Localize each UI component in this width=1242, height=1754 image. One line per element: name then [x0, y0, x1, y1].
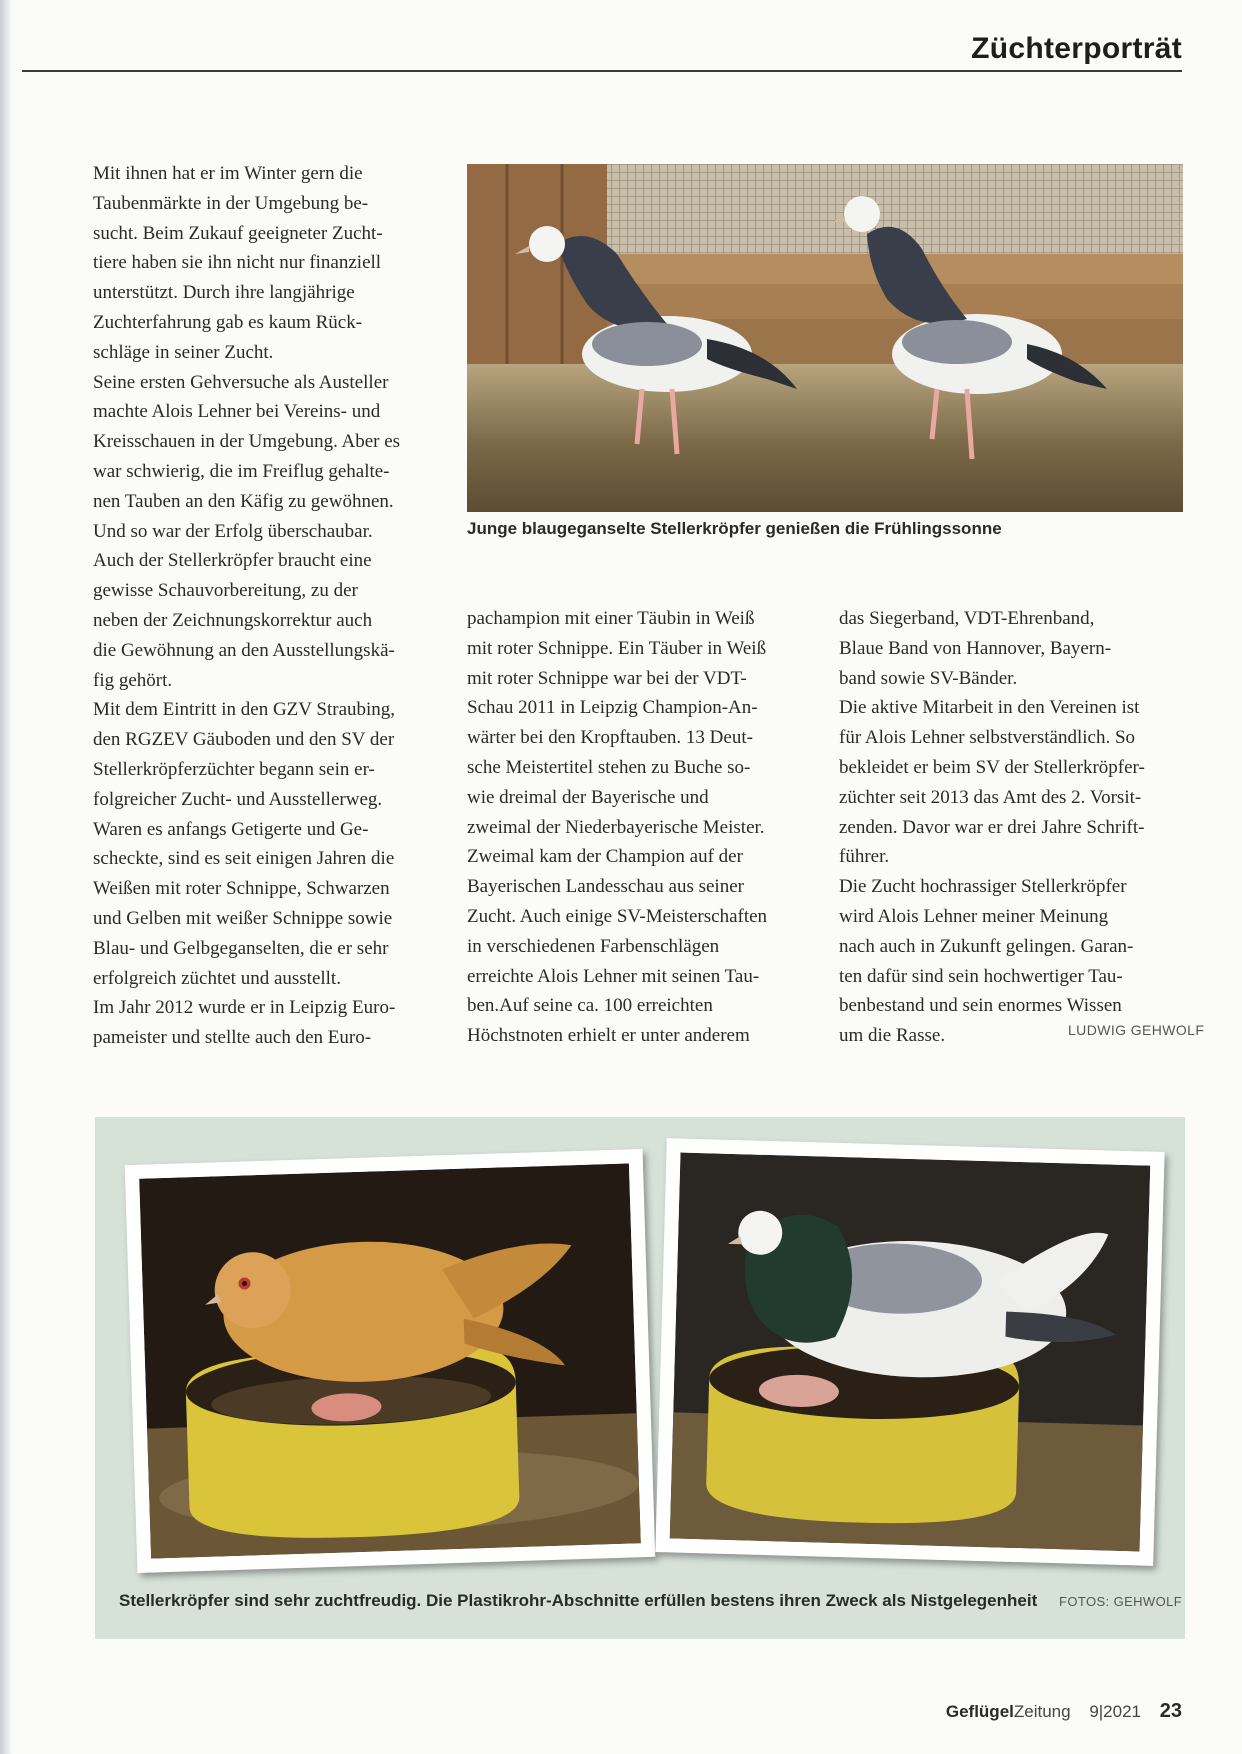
- text-line: in verschiedenen Farbenschlägen: [467, 935, 720, 957]
- text-line: Stellerkröpferzüchter begann sein er-: [93, 758, 375, 780]
- text-line: Taubenmärkte in der Umgebung be-: [93, 192, 369, 214]
- text-line: Zucht. Auch einige SV-Meisterschaften: [467, 905, 768, 927]
- text-line: bekleidet er beim SV der Stellerkröpfer-: [839, 756, 1145, 778]
- text-line: Kreisschauen in der Umgebung. Aber es: [93, 431, 401, 453]
- text-line: zenden. Davor war er drei Jahre Schrift-: [839, 816, 1145, 838]
- text-line: Schau 2011 in Leipzig Champion-An-: [467, 697, 758, 719]
- text-line: und Gelben mit weißer Schnippe sowie: [93, 907, 393, 929]
- text-line: Und so war der Erfolg überschaubar.: [93, 520, 373, 542]
- photo-credit: FOTOS: GEHWOLF: [1059, 1594, 1183, 1609]
- text-line: nach auch in Zukunft gelingen. Garan-: [839, 935, 1134, 957]
- text-line: benbestand und sein enormes Wissen: [839, 995, 1122, 1017]
- photo-yellow-pigeon-nest: [125, 1149, 656, 1573]
- text-line: Auch der Stellerkröpfer braucht eine: [93, 550, 372, 572]
- text-line: mit roter Schnippe war bei der VDT-: [467, 667, 747, 689]
- text-line: das Siegerband, VDT-Ehrenband,: [839, 608, 1095, 629]
- text-line: ben.Auf seine ca. 100 erreichten: [467, 995, 713, 1017]
- text-line: züchter seit 2013 das Amt des 2. Vorsit-: [839, 786, 1142, 808]
- text-line: ten dafür sind sein hochwertiger Tau-: [839, 965, 1123, 987]
- text-line: pachampion mit einer Täubin in Weiß: [467, 608, 755, 629]
- photo-caption-top: Junge blaugeganselte Stellerkröpfer genießen die Frühlingssonne: [467, 519, 1002, 538]
- magazine-name-light: Zeitung: [1013, 1702, 1071, 1721]
- section-title: Züchterporträt: [971, 32, 1182, 65]
- text-line: Die Zucht hochrassiger Stellerkröpfer: [839, 876, 1127, 898]
- article-column-3: [839, 604, 1189, 1051]
- text-line: fig gehört.: [93, 669, 173, 691]
- text-line: Zweimal kam der Champion auf der: [467, 846, 743, 868]
- photo-blue-pigeon-nest: [655, 1138, 1164, 1566]
- text-line: Im Jahr 2012 wurde er in Leipzig Euro-: [93, 997, 396, 1019]
- text-line: Mit dem Eintritt in den GZV Straubing,: [93, 699, 396, 721]
- photo-panel-bottom: [95, 1117, 1185, 1639]
- text-line: schläge in seiner Zucht.: [93, 341, 274, 363]
- text-line: mit roter Schnippe. Ein Täuber in Weiß: [467, 637, 767, 659]
- text-line: Waren es anfangs Getigerte und Ge-: [93, 818, 369, 840]
- text-line: erfolgreich züchtet und ausstellt.: [93, 967, 341, 989]
- text-line: wie dreimal der Bayerische und: [467, 786, 709, 808]
- text-line: war schwierig, die im Freiflug gehalte-: [93, 460, 390, 482]
- text-line: gewisse Schauvorbereitung, zu der: [93, 580, 358, 602]
- text-line: zweimal der Niederbayerische Meister.: [467, 816, 765, 838]
- text-line: unterstützt. Durch ihre langjährige: [93, 282, 355, 304]
- page-number: 23: [1159, 1700, 1182, 1722]
- text-line: scheckte, sind es seit einigen Jahren die: [93, 848, 395, 870]
- header-rule: [22, 70, 1182, 72]
- text-line: Höchstnoten erhielt er unter anderem: [467, 1025, 750, 1047]
- text-line: Blaue Band von Hannover, Bayern-: [839, 637, 1112, 659]
- text-line: Die aktive Mitarbeit in den Vereinen ist: [839, 697, 1140, 719]
- text-line: führer.: [839, 846, 890, 868]
- issue-number: 9|2021: [1089, 1702, 1142, 1721]
- text-line: um die Rasse.: [839, 1025, 946, 1047]
- photo-pigeons-illustration: [467, 164, 1183, 512]
- photo-yellow-pigeon-illustration: [139, 1163, 641, 1558]
- text-line: Mit ihnen hat er im Winter gern die: [93, 163, 363, 184]
- text-line: wird Alois Lehner meiner Meinung: [839, 905, 1109, 927]
- text-line: sucht. Beim Zukauf geeigneter Zucht-: [93, 222, 383, 244]
- text-line: den RGZEV Gäuboden und den SV der: [93, 729, 395, 751]
- text-line: Zuchterfahrung gab es kaum Rück-: [93, 311, 363, 333]
- text-line: neben der Zeichnungskorrektur auch: [93, 609, 373, 631]
- article-column-1: [93, 159, 443, 1053]
- page-footer: [946, 1700, 1182, 1723]
- photo-caption-bottom: Stellerkröpfer sind sehr zuchtfreudig. Die Plastikrohr-Abschnitte erfüllen bestens ihren Zweck als Nistgelegenheit: [119, 1591, 1038, 1610]
- scan-edge: [0, 0, 12, 1754]
- photo-pigeons-top: [467, 164, 1183, 512]
- text-line: tiere haben sie ihn nicht nur finanziell: [93, 252, 382, 274]
- article-column-2: [467, 604, 817, 1051]
- text-line: nen Tauben an den Käfig zu gewöhnen.: [93, 490, 394, 512]
- text-line: wärter bei den Kropftauben. 13 Deut-: [467, 727, 753, 749]
- text-line: machte Alois Lehner bei Vereins- und: [93, 401, 381, 423]
- text-line: folgreicher Zucht- und Ausstellerweg.: [93, 788, 383, 810]
- text-line: pameister und stellte auch den Euro-: [93, 1027, 372, 1049]
- text-line: für Alois Lehner selbstverständlich. So: [839, 727, 1136, 749]
- author-byline: LUDWIG GEHWOLF: [1068, 1022, 1205, 1038]
- text-line: Weißen mit roter Schnippe, Schwarzen: [93, 878, 390, 900]
- text-line: Bayerischen Landesschau aus seiner: [467, 876, 744, 898]
- text-line: Seine ersten Gehversuche als Austeller: [93, 371, 389, 393]
- text-line: sche Meistertitel stehen zu Buche so-: [467, 756, 751, 778]
- text-line: die Gewöhnung an den Ausstellungskä-: [93, 639, 395, 661]
- text-line: erreichte Alois Lehner mit seinen Tau-: [467, 965, 760, 987]
- text-line: band sowie SV-Bänder.: [839, 667, 1018, 689]
- magazine-name-bold: Geflügel: [945, 1702, 1014, 1721]
- text-line: Blau- und Gelbgeganselten, die er sehr: [93, 937, 389, 959]
- photo-blue-pigeon-illustration: [670, 1153, 1151, 1552]
